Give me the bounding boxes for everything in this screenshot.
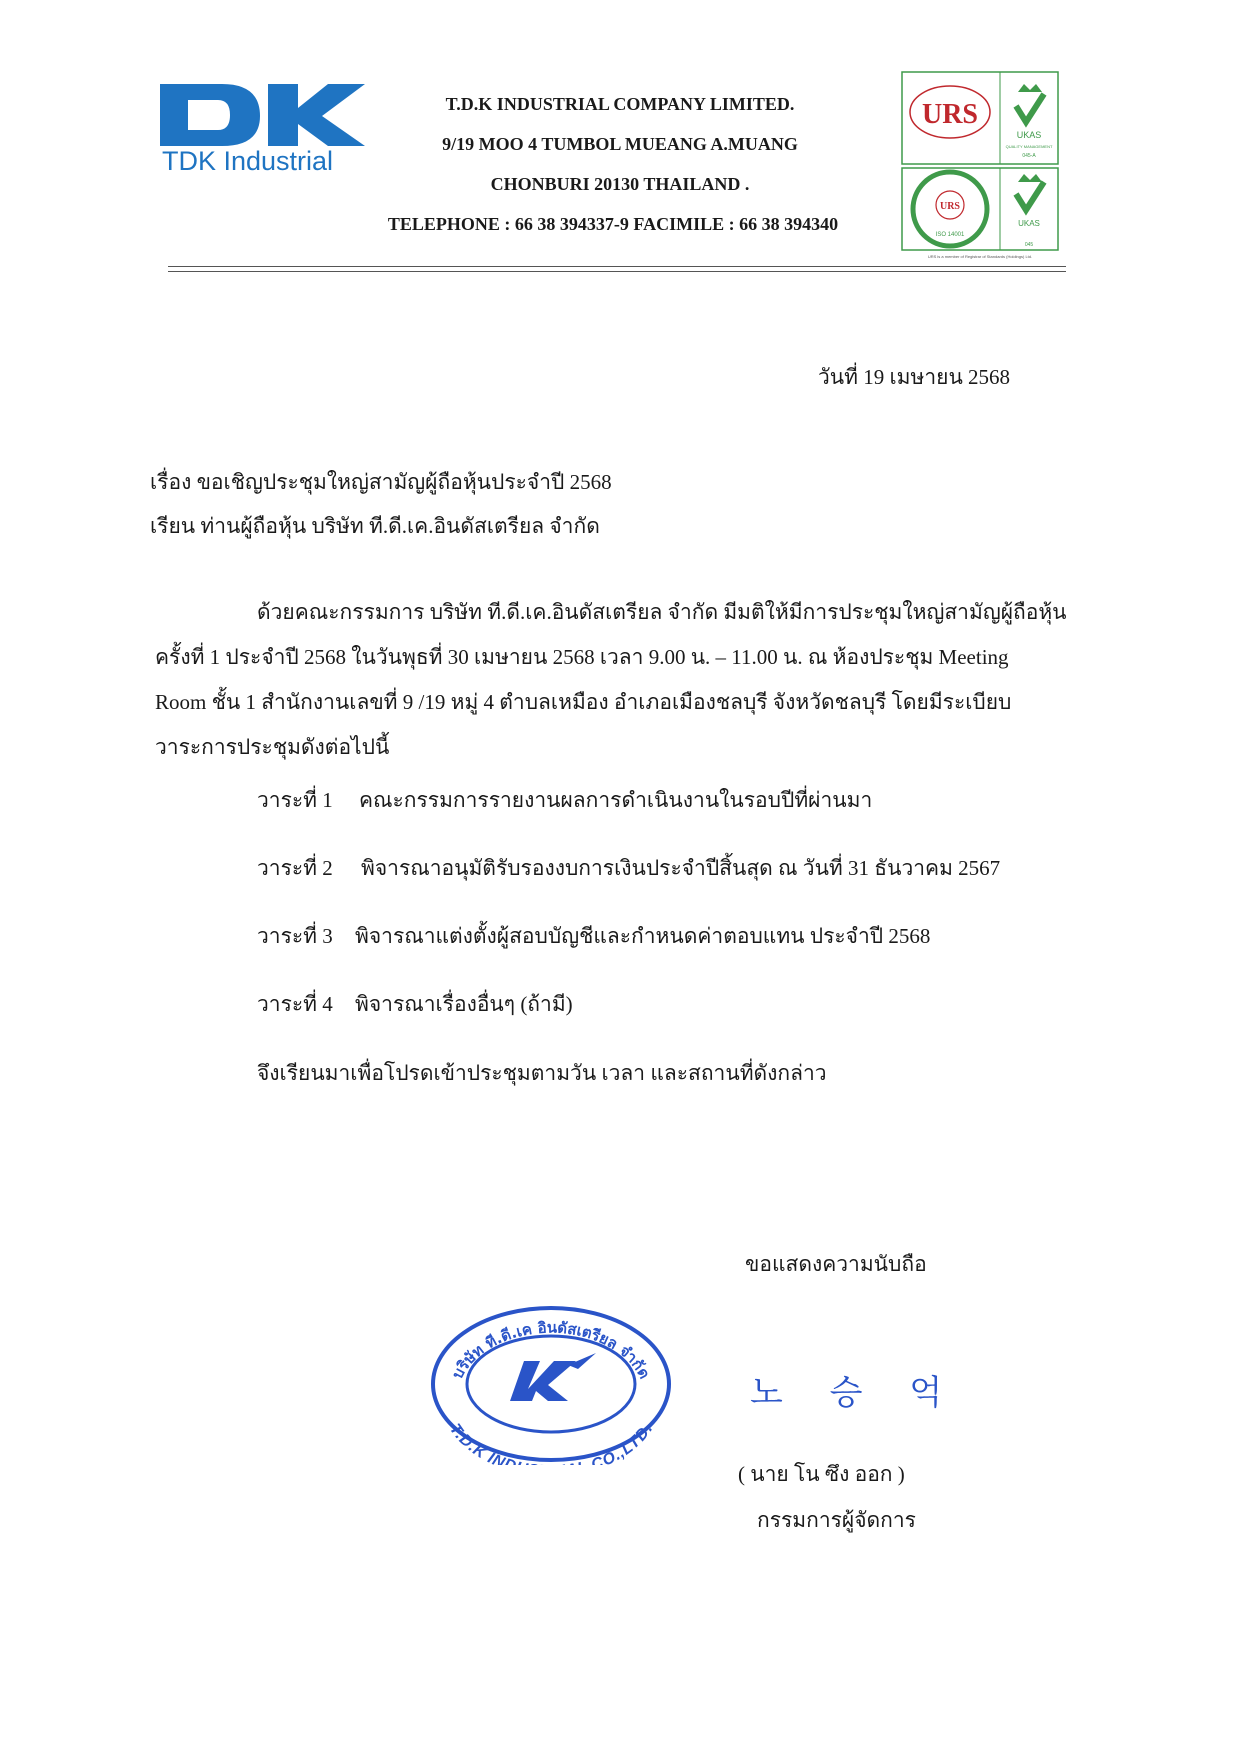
certification-logos: [900, 70, 1060, 260]
agenda-number: วาระที่ 1: [257, 788, 333, 812]
agenda-text: คณะกรรมการรายงานผลการดำเนินงานในรอบปีที่ผ่านมา: [359, 788, 873, 812]
agenda-item: [257, 786, 872, 814]
header-divider: [168, 266, 1066, 272]
agenda-text: พิจารณาแต่งตั้งผู้สอบบัญชีและกำหนดค่าตอบแทน ประจำปี 2568: [355, 924, 931, 948]
company-name: T.D.K INDUSTRIAL COMPANY LIMITED.: [445, 94, 795, 114]
agenda-number: วาระที่ 4: [257, 992, 333, 1016]
ukas-code-bottom: 045: [1024, 242, 1034, 248]
company-address-line-2: CHONBURI 20130 THAILAND .: [490, 174, 750, 194]
stamp-bottom-text: T.D.K IN CO.,LTD.: [445, 1420, 657, 1465]
paragraph-line: ครั้งที่ 1 ประจำปี 2568 ในวันพุธที่ 30 เมษายน 2568 เวลา 9.00 น. – 11.00 น. ณ ห้องประชุม Meeting: [155, 645, 1009, 669]
company-logo: [160, 80, 370, 180]
dk-logo-mark: [160, 80, 370, 150]
agenda-text: พิจารณาอนุมัติรับรองงบการเงินประจำปีสิ้นสุด ณ วันที่ 31 ธันวาคม 2567: [361, 856, 1001, 880]
certification-badges: [900, 70, 1060, 260]
ukas-label: QUALITY MANAGEMENT: [1005, 144, 1053, 149]
closing-sentence: จึงเรียนมาเพื่อโปรดเข้าประชุมตามวัน เวลา และสถานที่ดังกล่าว: [257, 1061, 827, 1085]
ukas-code-top: 045-A: [1022, 153, 1036, 159]
ukas-text-bottom: UKAS: [1018, 219, 1040, 228]
urs-text: URS: [921, 99, 979, 130]
agenda-item: [257, 922, 930, 950]
company-address-line-1: 9/19 MOO 4 TUMBOL MUEANG A.MUANG: [442, 134, 798, 154]
logo-subtitle: TDK Industrial: [162, 146, 334, 176]
letter-date: วันที่ 19 เมษายน 2568: [818, 365, 1011, 389]
signer-name: ( นาย โน ซึง ออก ): [738, 1462, 905, 1486]
agenda-number: วาระที่ 2: [257, 856, 333, 880]
company-address-block: [360, 84, 880, 244]
agenda-item: [257, 854, 1000, 882]
ukas-text: UKAS: [1016, 130, 1042, 140]
letter-recipient: เรียน ท่านผู้ถือหุ้น บริษัท ที.ดี.เค.อินดัสเตรียล จำกัด: [150, 514, 600, 538]
agenda-number: วาระที่ 3: [257, 924, 333, 948]
agenda-item: [257, 990, 573, 1018]
company-contact-line: TELEPHONE : 66 38 394337-9 FACIMILE : 66 38 394340: [387, 214, 839, 234]
cert-footnote: URS is a member of Registrar of Standards (Holdings) Ltd.: [927, 254, 1033, 259]
signature-glyphs: 노 승 억: [750, 1373, 961, 1413]
regards: ขอแสดงความนับถือ: [745, 1252, 927, 1276]
iso-label: ISO 14001: [935, 232, 965, 238]
stamp-top-text: บริษัท ที.ดี.เค อินดัสเตรียล จำกัด: [448, 1318, 654, 1382]
stamp-seal: [428, 1303, 674, 1465]
letter-subject: เรื่อง ขอเชิญประชุมใหญ่สามัญผู้ถือหุ้นประจำปี 2568: [150, 470, 612, 494]
paragraph-line: ด้วยคณะกรรมการ บริษัท ที.ดี.เค.อินดัสเตรียล จำกัด มีมติให้มีการประชุมใหญ่สามัญผู้ถือหุ้น: [257, 600, 1067, 624]
signature: [750, 1360, 961, 1420]
letter-paragraph: [155, 590, 1087, 770]
paragraph-line: วาระการประชุมดังต่อไปนี้: [155, 735, 390, 759]
handwritten-signature: [750, 1360, 961, 1420]
company-stamp: [428, 1303, 674, 1465]
urs-small-text: URS: [939, 201, 961, 212]
signer-position: กรรมการผู้จัดการ: [757, 1508, 916, 1532]
paragraph-line: Room ชั้น 1 สำนักงานเลขที่ 9 /19 หมู่ 4 ตำบลเหมือง อำเภอเมืองชลบุรี จังหวัดชลบุรี โดยมีระเบียบ: [155, 690, 1012, 714]
agenda-text: พิจารณาเรื่องอื่นๆ (ถ้ามี): [355, 992, 573, 1016]
